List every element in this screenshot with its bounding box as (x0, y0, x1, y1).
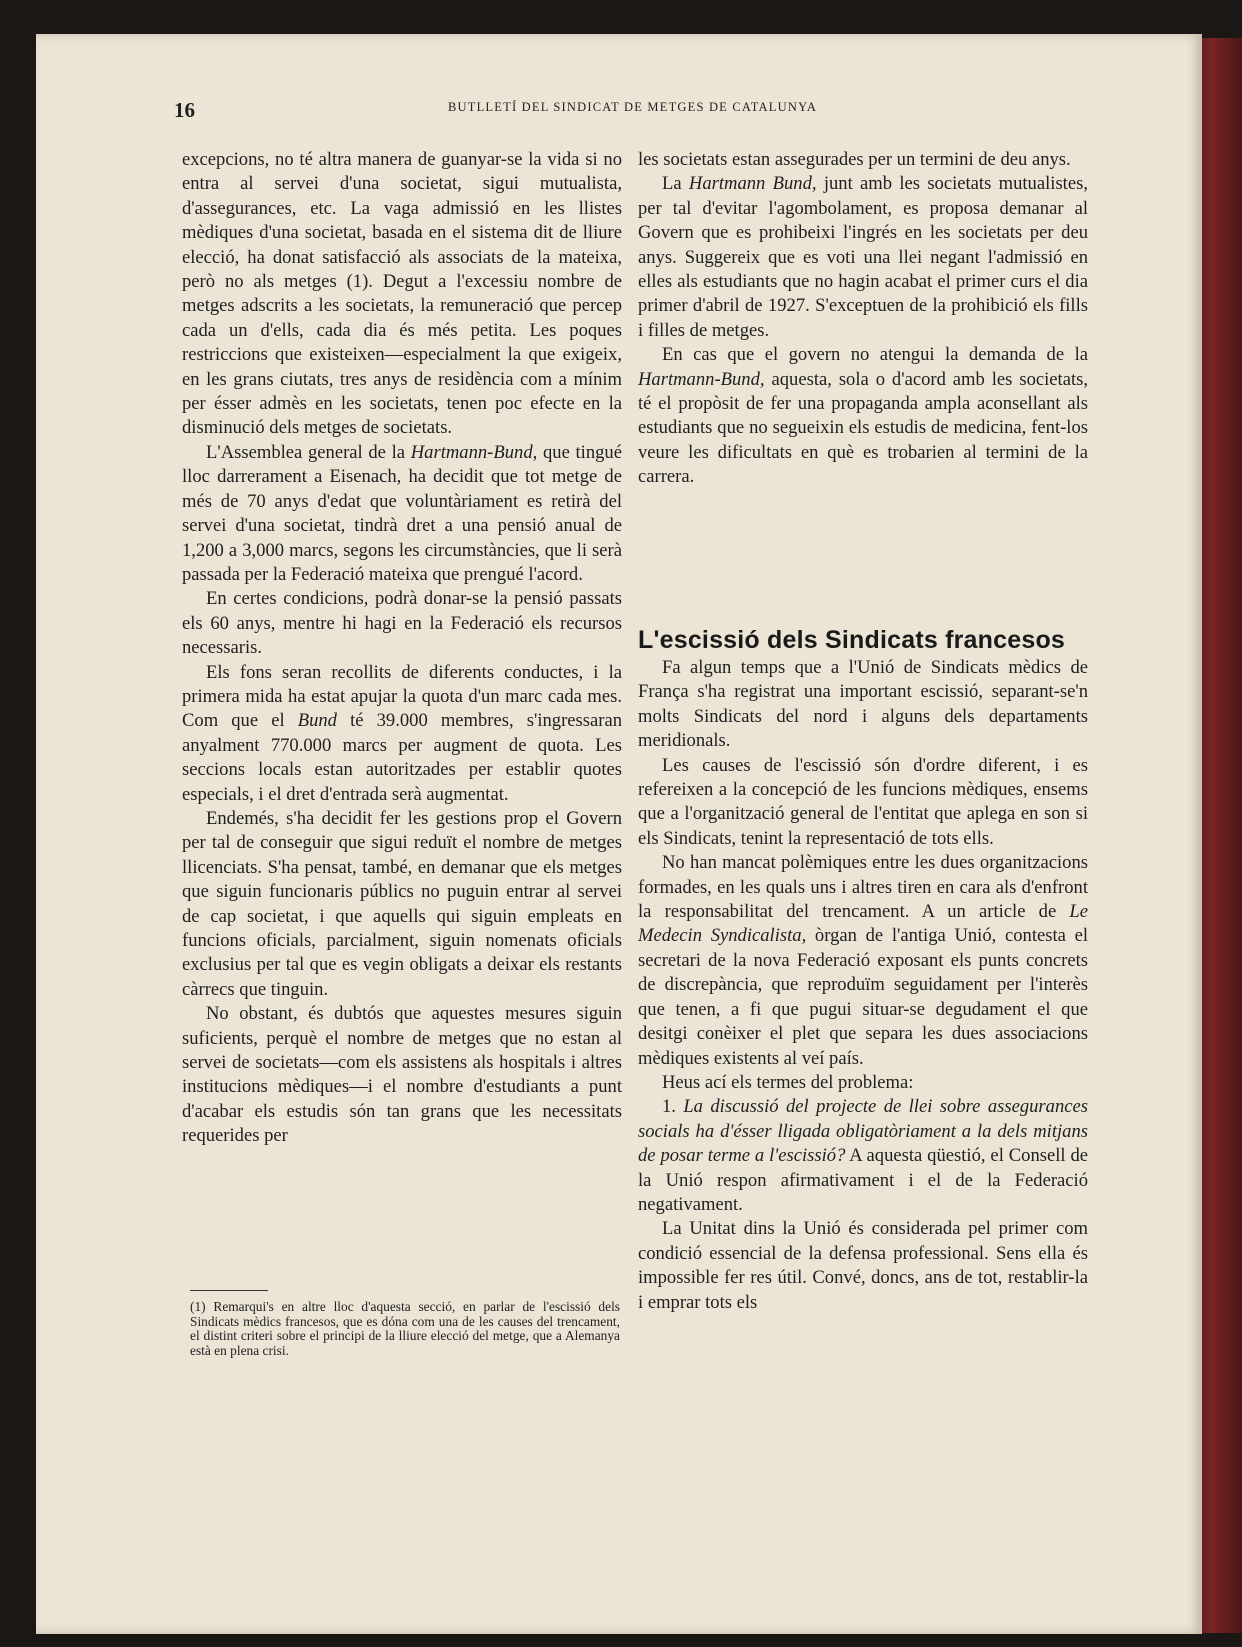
paragraph: excepcions, no té altra manera de guanyar-se la vida si no entra al servei d'una societat, sigui mutualista, d'assegurances, etc. La vaga admissió en les llistes mèdiques d'una societat, basada en el sistema dit de lliure elecció, ha donat satisfacció als associats de la mateixa, però no als metges (1). Degut a l'excessiu nombre de metges adscrits a les societats, la remuneració que percep cada un d'ells, cada dia és més petita. Les poques restriccions que existeixen—especialment la que exigeix, en les grans ciutats, tres anys de residència com a mínim per ésser admès en les societats, tenen poc efecte en la disminució dels metges de societats. (182, 149, 622, 439)
text-run: No han mancat polèmiques entre les dues organitzacions formades, en les quals uns i altres tiren en cara als d'enfront la responsabilitat del trencament. A un article de (638, 852, 1088, 923)
paragraph: Fa algun temps que a l'Unió de Sindicats mèdics de França s'ha registrat una important escissió, separant-se'n molts Sindicats del nord i alguns dels departaments meridionals. (638, 657, 1088, 752)
text-run: L'Assemblea general de la (206, 441, 411, 463)
text-run: Els fons seran recollits de diferents conductes, i la primera mida ha estat apujar la quota d'un marc cada mes. Com que el (182, 661, 622, 732)
text-run: té 39.000 membres, s'ingressaran anyalment 770.000 marcs per augment de quota. Les seccions locals estan autoritzades per establir quotes especials, i el dret d'entrada serà augmentat. (182, 710, 622, 805)
paragraph: Les causes de l'escissió són d'ordre diferent, i es refereixen a la concepció de les funcions mèdiques, ensems que a l'organització general de l'entitat que aplega en son si els Sindicats, tenint la representació de tots ells. (638, 754, 1088, 849)
emphasis: Bund (297, 710, 337, 732)
text-run: A aquesta qüestió, el Consell de la Unió respon afirmativament i el de la Federació negativament. (638, 1145, 1088, 1215)
left-column (182, 148, 622, 1149)
section-body (638, 656, 1088, 1315)
right-column (638, 148, 1088, 490)
section-title: L'escissió dels Sindicats francesos (638, 626, 1066, 654)
text-run: La (662, 173, 689, 195)
emphasis: Hartmann-Bund, (410, 441, 538, 463)
emphasis: Hartmann Bund, (688, 173, 817, 195)
emphasis: Le Medecin Syndicalista, (638, 901, 1088, 947)
text-run: òrgan de l'antiga Unió, contesta el secretari de la nova Federació exposant els punts concrets de discrepància, que reproduïm seguidament per l'interès que tenen, a fi que pugui situar-se degudament el que desitgi conèixer el plet que separa les dues associacions mèdiques existents al veí país. (638, 925, 1088, 1069)
paragraph: No obstant, és dubtós que aquestes mesures siguin suficients, perquè el nombre de metges que no estan al servei de societats—com els assistens als hospitals i altres institucions mèdiques—i el nombre d'estudiants a punt d'acabar els estudis són tan grans que les necessitats requerides per (182, 1003, 622, 1147)
paragraph: En certes condicions, podrà donar-se la pensió passats els 60 anys, mentre hi hagi en la Federació els recursos necessaris. (182, 588, 622, 659)
text-run: junt amb les societats mutualistes, per tal d'evitar l'agombolament, es proposa demanar al Govern que es prohibeixi l'ingrés en les societats per deu anys. Suggereix que es voti una llei negant l'admissió en elles als estudiants que no hagin acabat el primer curs el dia primer d'abril de 1927. S'exceptuen de la prohibició els fills i filles de metges. (638, 173, 1088, 341)
paragraph (182, 441, 622, 587)
text-run: En cas que el govern no atengui la demanda de la (662, 344, 1088, 366)
emphasis: Hartmann-Bund, (638, 368, 765, 390)
footnote: (1) Remarqui's en altre lloc d'aquesta secció, en parlar de l'escissió dels Sindicats mèdics francesos, que es dóna com una de les causes del trencament, el distint criteri sobre el principi de la lliure elecció del metge, que a Alemanya està en plena crisi. (190, 1299, 620, 1358)
footnote-rule (190, 1290, 268, 1291)
paragraph: Endemés, s'ha decidit fer les gestions prop el Govern per tal de conseguir que sigui reduït el nombre de metges llicenciats. S'ha pensat, també, en demanar que els metges que siguin funcionaris públics no puguin entrar al servei de cap societat, i que aquells qui siguin empleats en funcions oficials, parcialment, siguin nomenats oficials exclusius per tal que es vegin obligats a deixar els restants càrrecs que tinguin. (182, 807, 622, 1000)
paragraph (638, 172, 1088, 343)
text-run: aquesta, sola o d'acord amb les societats, té el propòsit de fer una propaganda ampla aconsellant als estudiants que no segueixin els estudis de medicina, fent-los veure les dificultats en què es trobarien al termini de la carrera. (638, 368, 1088, 488)
running-head: BUTLLETÍ DEL SINDICAT DE METGES DE CATALUNYA (448, 100, 818, 114)
paragraph (638, 343, 1088, 489)
page-number: 16 (174, 98, 195, 122)
paragraph (638, 851, 1088, 1071)
paragraph: Heus ací els termes del problema: (662, 1071, 914, 1093)
paragraph: La Unitat dins la Unió és considerada pel primer com condició essencial de la defensa professional. Sens ella és impossible fer res útil. Convé, doncs, ans de tot, restablir-la i emprar tots els (638, 1218, 1088, 1313)
paragraph (182, 661, 622, 807)
text-run: que tingué lloc darrerament a Eisenach, ha decidit que tot metge de més de 70 anys d'edat que voluntàriament es retirà del servei d'una societat, tindrà dret a una pensió anual de 1,200 a 3,000 marcs, segons les circumstàncies, que li serà passada per la Federació mateixa que prengué l'acord. (182, 441, 622, 585)
emphasis: La discussió del projecte de llei sobre assegurances socials ha d'ésser lligada obligatòriament a la dels mitjans de posar terme a l'escissió? (638, 1096, 1089, 1167)
paragraph (638, 1095, 1088, 1217)
paragraph: les societats estan assegurades per un termini de deu anys. (638, 149, 1071, 170)
book-edge (1196, 38, 1242, 1633)
list-number: 1. (662, 1096, 684, 1118)
